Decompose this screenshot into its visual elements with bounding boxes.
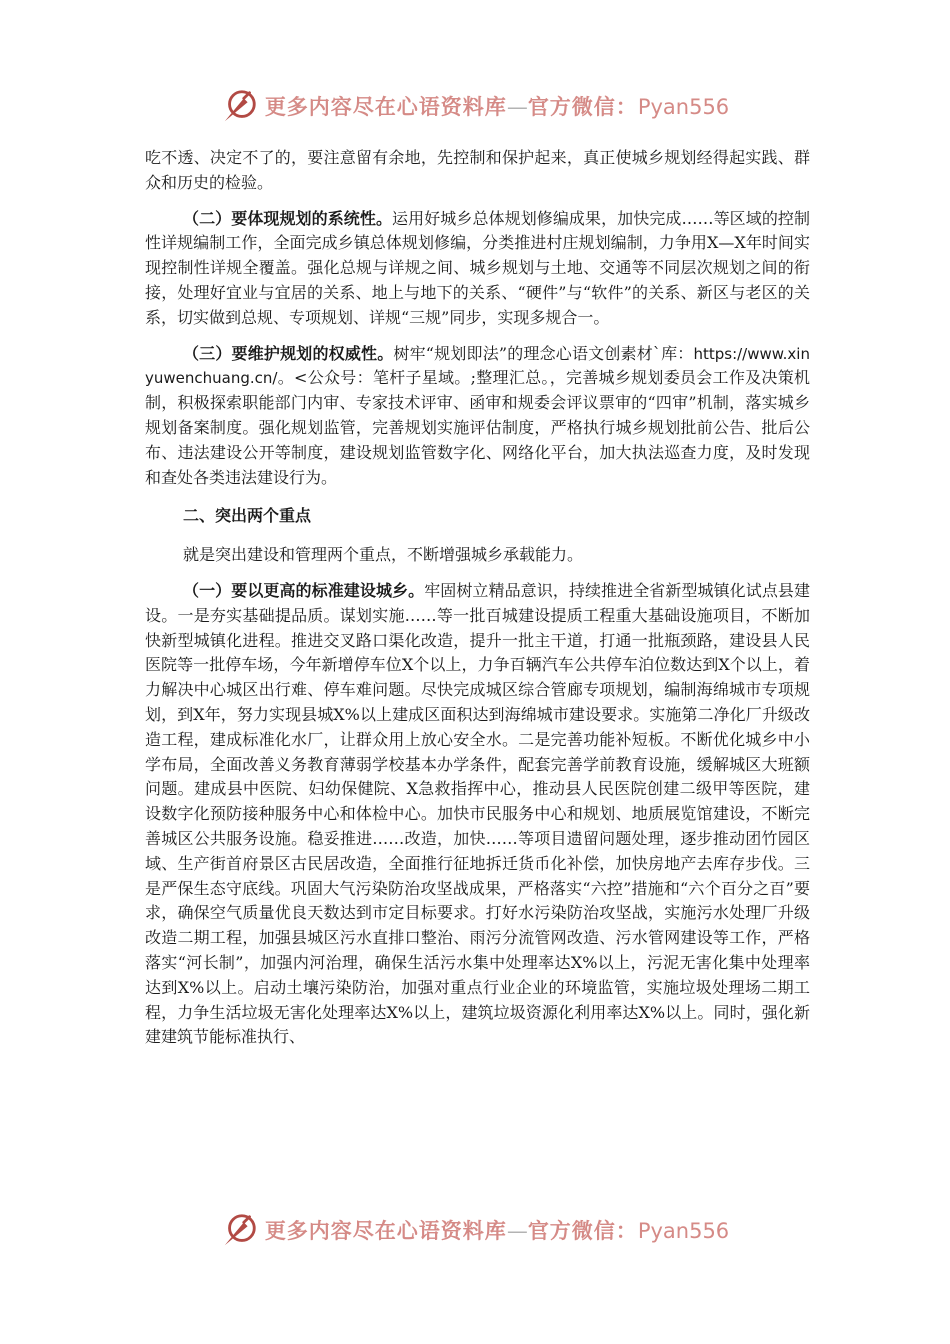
paragraph-5-heading: （一）要以更高的标准建设城乡。 [183,580,425,600]
paragraph-5-body: 牢固树立精品意识，持续推进全省新型城镇化试点县建设。一是夯实基础提品质。谋划实施……等一批百城建设提质工程重大基础设施项目，不断加快新型城镇化进程。推进交叉路口渠化改造，提升一批主干道，打通一批瓶颈路，建设县人民医院等一批停车场，今年新增停车位X个以上，力争百辆汽车公共停车泊位数达到X个以上，着力解决中心城区出行难、停车难问题。尽快完成城区综合管廊专项规划，编制海绵城市专项规划，到X年，努力实现县城X%以上建成区面积达到海绵城市建设要求。实施第二净化厂升级改造工程，建成标准化水厂，让群众用上放心安全水。二是完善功能补短板。不断优化城乡中小学布局，全面改善义务教育薄弱学校基本办学条件，配套完善学前教育设施，缓解城区大班额问题。建成县中医院、妇幼保健院、X急救指挥中心，推动县人民医院创建二级甲等医院，建设数字化预防接种服务中心和体检中心。加快市民服务中心和规划、地质展览馆建设，不断完善城区公共服务设施。稳妥推进……改造，加快……等项目遗留问题处理，逐步推动团竹园区域、生产街首府景区古民居改造，全面推行征地拆迁货币化补偿，加快房地产去库存步伐。三是严保生态守底线。巩固大气污染防治攻坚战成果，严格落实“六控”措施和“六个百分之百”要求，确保空气质量优良天数达到市定目标要求。打好水污染防治攻坚战，实施污水处理厂升级改造二期工程，加强县城区污水直排口整治、雨污分流管网改造、污水管网建设等工作，严格落实“河长制”，加强内河治理，确保生活污水集中处理率达X%以上，污泥无害化集中处理率达到X%以上。启动土壤污染防治，加强对重点行业企业的环境监管，实施垃圾处理场二期工程，力争生活垃圾无害化处理率达X%以上，建筑垃圾资源化利用率达X%以上。同时，强化新建建筑节能标准执行、 [145,580,810,1047]
footer-banner [0,1208,950,1252]
paragraph-2-body: 运用好城乡总体规划修编成果，加快完成……等区域的控制性详规编制工作，全面完成乡镇总体规划修编，分类推进村庄规划编制，力争用X—X年时间实现控制性详规全覆盖。强化总规与详规之间、城乡规划与土地、交通等不同层次规划之间的衔接，处理好宜业与宜居的关系、地上与地下的关系、“硬件”与“软件”的关系、新区与老区的关系，切实做到总规、专项规划、详规“三规”同步，实现多规合一。 [145,208,810,327]
banner-text [265,91,729,121]
paragraph-5 [145,579,810,1050]
paragraph-3-post: 。<公众号：笔杆子星域。;整理汇总。，完善城乡规划委员会工作及决策机制，积极探索职能部门内审、专家技术评审、函审和规委会评议票审的“四审”机制，落实城乡规划备案制度。强化规划监管，完善规划实施评估制度，严格执行城乡规划批前公告、批后公布、违法建设公开等制度，建设规划监管数字化、网络化平台，加大执法巡查力度，及时发现和查处各类违法建设行为。 [145,368,810,487]
paragraph-2-heading: （二）要体现规划的系统性。 [183,208,393,228]
banner-account: Pyan556 [637,95,730,119]
source-link[interactable]: https://www.xinyuwenchuang.cn/ [145,344,810,388]
paragraph-3 [145,342,810,491]
pen-logo-icon [221,87,259,125]
paragraph-4: 就是突出建设和管理两个重点，不断增强城乡承载能力。 [183,545,584,565]
paragraph-1: 吃不透、决定不了的，要注意留有余地，先控制和保护起来，真正使城乡规划经得起实践、群众和历史的检验。 [145,148,810,192]
banner-label: 官方微信： [527,95,638,119]
paragraph-3-pre: 树牢“规划即法”的理念心语文创素材`库： [393,343,694,363]
header-banner [0,84,950,128]
banner-label: 官方微信： [527,1219,638,1243]
banner-account: Pyan556 [637,1219,730,1243]
banner-dash: — [506,1219,528,1243]
pen-logo-icon [221,1211,259,1249]
banner-text [265,1215,729,1245]
banner-title: 更多内容尽在心语资料库 [264,95,507,119]
paragraph-3-heading: （三）要维护规划的权威性。 [183,343,394,363]
document-body [145,146,810,1050]
section-heading: 二、突出两个重点 [183,506,312,526]
paragraph-2 [145,207,810,331]
banner-dash: — [506,95,528,119]
banner-title: 更多内容尽在心语资料库 [264,1219,507,1243]
